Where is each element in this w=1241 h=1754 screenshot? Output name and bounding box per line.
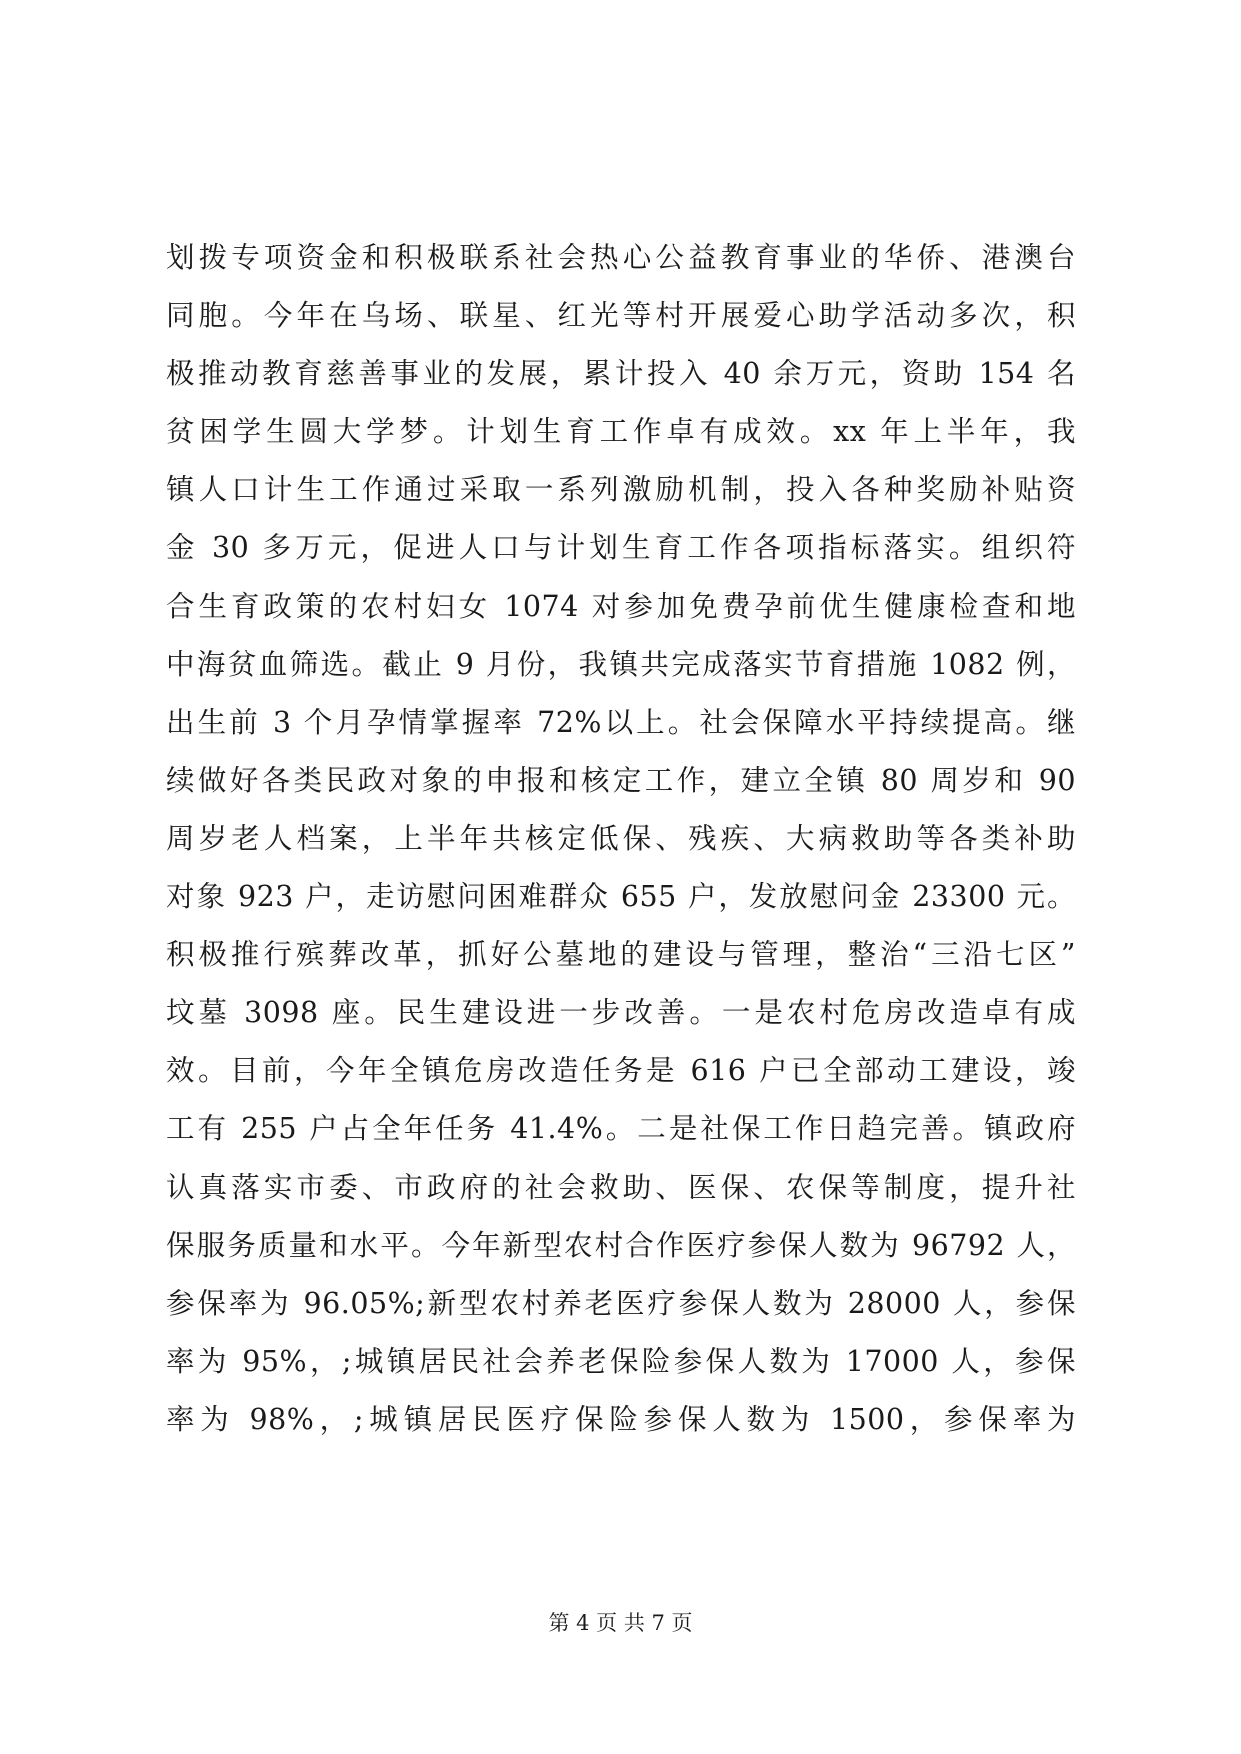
- page-number-label: 第 4 页 共 7 页: [548, 1611, 693, 1635]
- text-line: 极推动教育慈善事业的发展，累计投入 40 余万元，资助 154 名: [166, 357, 1076, 391]
- text-line: 贫困学生圆大学梦。计划生育工作卓有成效。xx 年上半年，我: [166, 415, 1076, 449]
- text-line: 金 30 多万元，促进人口与计划生育工作各项指标落实。组织符: [166, 531, 1076, 565]
- text-line: 参保率为 96.05%;新型农村养老医疗参保人数为 28000 人，参保: [166, 1286, 1076, 1320]
- text-line: 对象 923 户，走访慰问困难群众 655 户，发放慰问金 23300 元。: [166, 880, 1076, 914]
- text-line: 镇人口计生工作通过采取一系列激励机制，投入各种奖励补贴资: [166, 473, 1076, 507]
- text-line: 率为 98%，;城镇居民医疗保险参保人数为 1500，参保率为: [166, 1402, 1076, 1436]
- text-line: 周岁老人档案，上半年共核定低保、残疾、大病救助等各类补助: [166, 821, 1076, 855]
- text-line: 中海贫血筛选。截止 9 月份，我镇共完成落实节育措施 1082 例，: [166, 647, 1076, 681]
- text-line: 合生育政策的农村妇女 1074 对参加免费孕前优生健康检查和地: [166, 589, 1076, 623]
- text-line: 率为 95%，;城镇居民社会养老保险参保人数为 17000 人，参保: [166, 1344, 1076, 1378]
- page-footer: [0, 1608, 1241, 1638]
- text-line: 效。目前，今年全镇危房改造任务是 616 户已全部动工建设，竣: [166, 1054, 1076, 1088]
- text-line: 工有 255 户占全年任务 41.4%。二是社保工作日趋完善。镇政府: [166, 1112, 1076, 1146]
- text-line: 坟墓 3098 座。民生建设进一步改善。一是农村危房改造卓有成: [166, 996, 1076, 1030]
- text-line: 认真落实市委、市政府的社会救助、医保、农保等制度，提升社: [166, 1170, 1076, 1204]
- text-line: 续做好各类民政对象的申报和核定工作，建立全镇 80 周岁和 90: [166, 763, 1076, 797]
- text-line: 同胞。今年在乌场、联星、红光等村开展爱心助学活动多次，积: [166, 299, 1076, 333]
- text-line: 保服务质量和水平。今年新型农村合作医疗参保人数为 96792 人，: [166, 1228, 1076, 1262]
- text-line: 划拨专项资金和积极联系社会热心公益教育事业的华侨、港澳台: [166, 241, 1076, 274]
- body-text: [166, 229, 1076, 1449]
- text-line: 积极推行殡葬改革，抓好公墓地的建设与管理，整治“三沿七区”: [166, 938, 1076, 972]
- text-line: 出生前 3 个月孕情掌握率 72%以上。社会保障水平持续提高。继: [166, 705, 1076, 739]
